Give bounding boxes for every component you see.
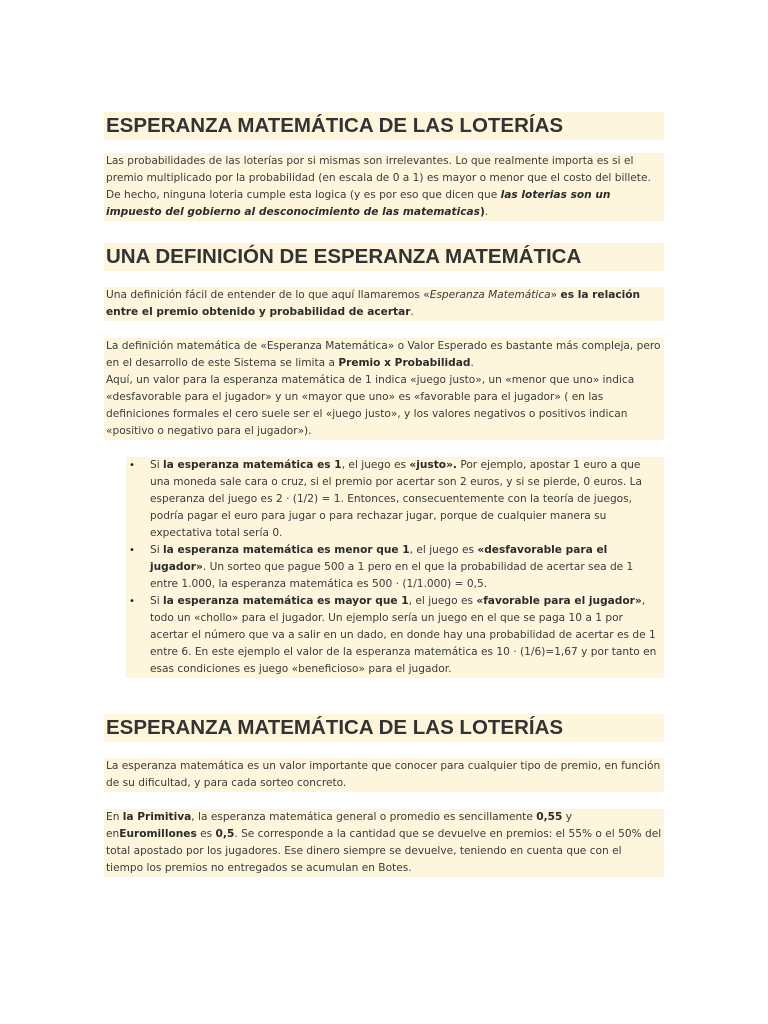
text-run: . — [470, 357, 474, 369]
text-run: Si — [150, 595, 164, 607]
text-run: » — [550, 289, 561, 301]
section-lotteries-values — [104, 714, 664, 742]
section-definition — [104, 243, 664, 271]
paragraph — [104, 287, 664, 321]
text-run: En — [106, 811, 123, 823]
text-run: , el juego es — [341, 459, 410, 471]
text-run: es — [196, 828, 216, 840]
text-run: . — [484, 206, 489, 218]
bold-text: la esperanza matemática es menor que 1 — [163, 544, 410, 556]
text-run: , el juego es — [409, 544, 478, 556]
text-run: , todo un «chollo» para el jugador. Un ejemplo sería un juego en el que se paga 10 a 1 por acertar el número que va a salir en un dado, en donde hay una probabilidad de acertar es de 1 entre 6. En este ejemplo el valor de la esperanza matemática es 10 · (1/6)=1,67 y por tanto en esas condiciones es juego «beneficioso» para el jugador. — [150, 595, 657, 675]
intro-paragraph — [104, 153, 664, 221]
bullet-icon: • — [129, 596, 135, 607]
text-run: . — [410, 306, 414, 318]
text-run: Si — [150, 544, 164, 556]
bold-text: Euromillones — [119, 828, 197, 840]
bold-text: la esperanza matemática es 1 — [163, 459, 342, 471]
text-run: y en — [106, 811, 573, 840]
bullet-icon: • — [129, 545, 135, 556]
section-lotteries-expectation — [104, 112, 664, 140]
paragraph — [104, 338, 664, 440]
list-item — [126, 457, 664, 542]
primitiva-euromillones-paragraph — [104, 809, 664, 877]
list-item — [126, 593, 664, 678]
bold-value: 0,55 — [536, 811, 563, 823]
bold-text: la Primitiva — [122, 811, 192, 823]
text-run: ) — [479, 206, 485, 218]
text-run: . Un sorteo que pague 500 a 1 pero en el que la probabilidad de acertar sea de 1 entre 1.000, la esperanza matemática es 500 · (1/1.000) = 0,5. — [150, 561, 634, 590]
text-run: Las probabilidades de las loterías por si mismas son irrelevantes. Lo que realmente importa es si el premio multiplicado por la probabilidad (en escala de 0 a 1) es mayor o menor que el costo del billete. De hecho, ninguna loteria cumple esta logica (y es por eso que dicen que — [106, 155, 651, 201]
bold-definition: es la relación entre el premio obtenido y probabilidad de acertar — [106, 289, 641, 318]
text-run: Si — [150, 459, 164, 471]
text-run: La definición matemática de «Esperanza Matemática» o Valor Esperado es bastante más compleja, pero en el desarrollo de este Sistema se limita a — [106, 340, 661, 369]
paragraph: La esperanza matemática es un valor importante que conocer para cualquier tipo de premio, en función de su dificultad, y para cada sorteo concreto. — [106, 760, 661, 789]
bold-text: la esperanza matemática es mayor que 1 — [163, 595, 409, 607]
section-title: ESPERANZA MATEMÁTICA DE LAS LOTERÍAS — [106, 716, 564, 739]
definition-paragraph — [104, 287, 664, 321]
section-title: ESPERANZA MATEMÁTICA DE LAS LOTERÍAS — [106, 114, 564, 137]
text-run: , la esperanza matemática general o promedio es sencillamente — [191, 811, 537, 823]
text-run: Una definición fácil de entender de lo que aquí llamaremos « — [106, 289, 430, 301]
text-run: , el juego es — [408, 595, 477, 607]
paragraph — [104, 153, 664, 221]
text-run: Por ejemplo, apostar 1 euro a que una moneda sale cara o cruz, si el premio por acertar son 2 euros, y si se pierde, 0 euros. La esperanza del juego es 2 · (1/2) = 1. Entonces, consecuentemente con la teoría de juegos, podría pagar el euro para jugar o para rechazar jugar, porque de cualquier manera su expectativa total sería 0. — [150, 459, 643, 539]
bold-text: «favorable para el jugador» — [476, 595, 642, 607]
italic-term: Esperanza Matemática — [429, 289, 551, 301]
examples-list — [126, 457, 664, 678]
paragraph — [104, 809, 664, 877]
importance-paragraph — [104, 758, 664, 792]
list-item — [126, 542, 664, 593]
text-run: . Se corresponde a la cantidad que se devuelve en premios: el 55% o el 50% del total apostado por los jugadores. Ese dinero siempre se devuelve, teniendo en cuenta que con el tiempo los premios no entregados se acumulan en Botes. — [106, 828, 662, 874]
bold-text: «justo». — [409, 459, 457, 471]
bold-value: 0,5 — [215, 828, 235, 840]
bold-formula: Premio x Probabilidad — [338, 357, 471, 369]
bullet-icon: • — [129, 460, 135, 471]
text-run: Aquí, un valor para la esperanza matemática de 1 indica «juego justo», un «menor que uno» indica «desfavorable para el jugador» y un «mayor que uno» es «favorable para el jugador» ( en las definiciones formales el cero suele ser el «juego justo», y los valores negativos o positivos indican «positivo o negativo para el jugador»). — [106, 374, 635, 437]
section-title: UNA DEFINICIÓN DE ESPERANZA MATEMÁTICA — [106, 245, 582, 268]
emphasis-text: las loterias son un impuesto del gobierno al desconocimiento de las matematicas — [106, 189, 611, 218]
bold-text: «desfavorable para el jugador» — [150, 544, 608, 573]
math-definition-paragraph — [104, 338, 664, 440]
